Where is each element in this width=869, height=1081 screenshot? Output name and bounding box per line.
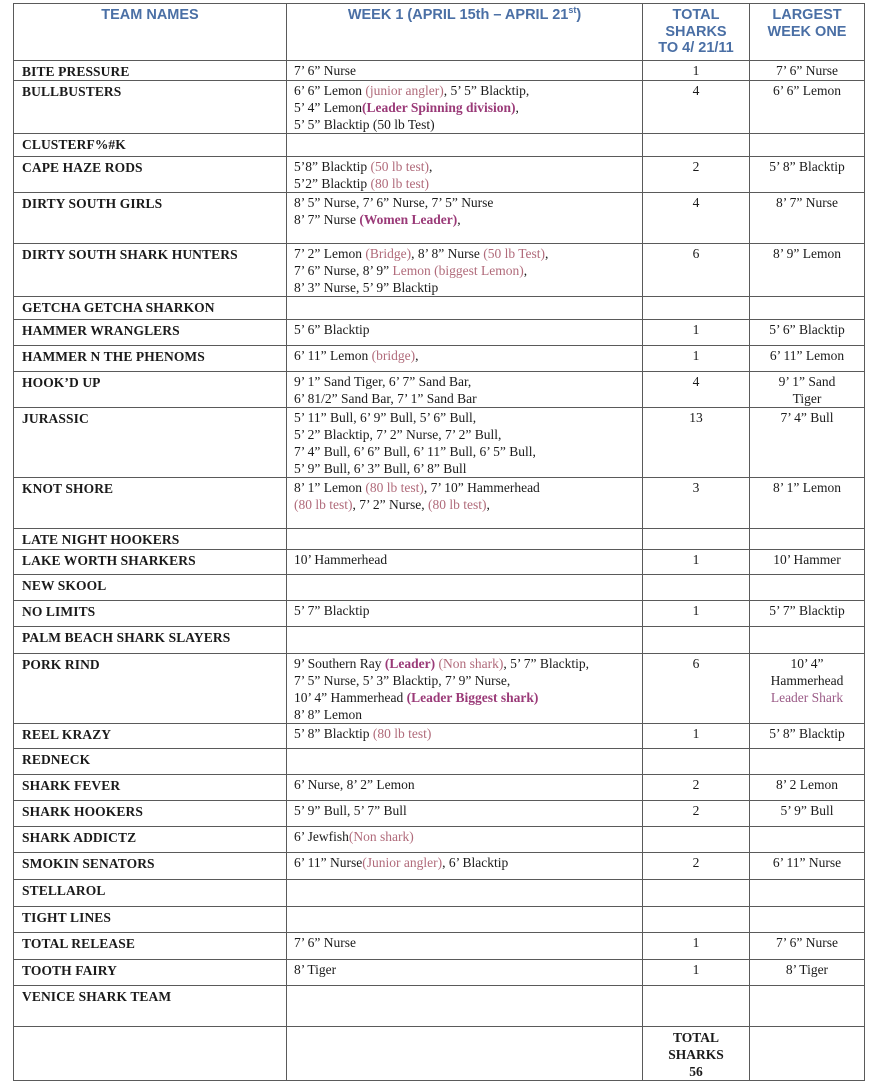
week-catches bbox=[287, 550, 643, 575]
catch-line bbox=[294, 194, 642, 211]
header-largest-line: WEEK ONE bbox=[767, 23, 847, 40]
catch-text: 7’ 6” Nurse bbox=[294, 63, 356, 78]
catch-line bbox=[294, 279, 642, 296]
catch-line bbox=[294, 496, 642, 513]
catch-note: (50 lb Test) bbox=[483, 246, 546, 261]
largest-week-one bbox=[750, 244, 865, 297]
catch-line bbox=[294, 460, 642, 477]
week-catches bbox=[287, 933, 643, 960]
total-sharks bbox=[643, 880, 750, 907]
catch-line bbox=[294, 828, 642, 845]
week-catches bbox=[287, 193, 643, 244]
team-name: NO LIMITS bbox=[14, 601, 287, 627]
catch-text: 9’ Southern Ray bbox=[294, 656, 385, 671]
catch-text: 5’ 8” Blacktip bbox=[294, 726, 373, 741]
table-row bbox=[14, 853, 865, 880]
catch-note: (50 lb test) bbox=[370, 159, 429, 174]
catch-text: 5’ 2” Blacktip, 7’ 2” Nurse, 7’ 2” Bull, bbox=[294, 427, 502, 442]
largest-week-one bbox=[750, 801, 865, 827]
catch-line bbox=[294, 602, 642, 619]
largest-week-one bbox=[750, 724, 865, 749]
week-catches bbox=[287, 749, 643, 775]
table-row bbox=[14, 193, 865, 244]
largest-week-one bbox=[750, 749, 865, 775]
footer-empty-team bbox=[14, 1027, 287, 1081]
largest-week-one bbox=[750, 775, 865, 801]
shark-tournament-table bbox=[13, 3, 865, 1081]
largest-week-one bbox=[750, 986, 865, 1027]
header-row bbox=[14, 4, 865, 61]
catch-text: , bbox=[457, 212, 461, 227]
largest-line: 5’ 8” Blacktip bbox=[769, 159, 845, 174]
team-name: SHARK HOOKERS bbox=[14, 801, 287, 827]
team-name: REDNECK bbox=[14, 749, 287, 775]
catch-text: 8’ 5” Nurse, 7’ 6” Nurse, 7’ 5” Nurse bbox=[294, 195, 494, 210]
table-row bbox=[14, 775, 865, 801]
week-catches bbox=[287, 478, 643, 529]
week-catches bbox=[287, 346, 643, 372]
catch-text: 10’ Hammerhead bbox=[294, 552, 388, 567]
total-sharks: 1 bbox=[643, 61, 750, 81]
team-name: STELLAROL bbox=[14, 880, 287, 907]
team-name: PORK RIND bbox=[14, 654, 287, 724]
catch-line bbox=[294, 245, 642, 262]
team-name: CAPE HAZE RODS bbox=[14, 157, 287, 193]
week-catches bbox=[287, 601, 643, 627]
table-row bbox=[14, 933, 865, 960]
grand-total-value: 56 bbox=[689, 1064, 703, 1079]
week-catches bbox=[287, 801, 643, 827]
catch-text: 5’2” Blacktip bbox=[294, 176, 371, 191]
catch-line bbox=[294, 99, 642, 116]
table-row bbox=[14, 575, 865, 601]
week-catches bbox=[287, 724, 643, 749]
total-sharks: 1 bbox=[643, 601, 750, 627]
largest-line: 7’ 6” Nurse bbox=[776, 935, 838, 950]
team-name: SHARK FEVER bbox=[14, 775, 287, 801]
week-catches bbox=[287, 372, 643, 408]
largest-leader-note: Leader Shark bbox=[770, 690, 844, 705]
catch-line bbox=[294, 479, 642, 496]
catch-text: , bbox=[515, 100, 519, 115]
catch-line bbox=[294, 158, 642, 175]
largest-line: 6’ 11” Nurse bbox=[772, 855, 842, 870]
largest-week-one bbox=[750, 654, 865, 724]
catch-text: , 7’ 10” Hammerhead bbox=[423, 480, 540, 495]
catch-text: 6’ 11” Lemon bbox=[294, 348, 372, 363]
table-row bbox=[14, 297, 865, 320]
largest-week-one bbox=[750, 550, 865, 575]
team-name: HAMMER N THE PHENOMS bbox=[14, 346, 287, 372]
catch-text: , 8’ 8” Nurse bbox=[411, 246, 484, 261]
total-sharks: 1 bbox=[643, 933, 750, 960]
total-sharks: 4 bbox=[643, 81, 750, 134]
team-name: SHARK ADDICTZ bbox=[14, 827, 287, 853]
table-row bbox=[14, 960, 865, 986]
total-sharks: 2 bbox=[643, 801, 750, 827]
total-sharks: 1 bbox=[643, 346, 750, 372]
header-week-text: WEEK 1 (APRIL 15th – APRIL 21 bbox=[347, 7, 569, 23]
catch-line bbox=[294, 443, 642, 460]
header-week-close: ) bbox=[576, 7, 582, 23]
table-row bbox=[14, 61, 865, 81]
catch-text: 5’ 11” Bull, 6’ 9” Bull, 5’ 6” Bull, bbox=[294, 410, 477, 425]
team-name: CLUSTERF%#K bbox=[14, 134, 287, 157]
catch-note: (Junior angler) bbox=[362, 855, 443, 870]
table-row bbox=[14, 724, 865, 749]
catch-text: 6’ 81/2” Sand Bar, 7’ 1” Sand Bar bbox=[294, 391, 477, 406]
catch-line bbox=[294, 175, 642, 192]
largest-line: 8’ 9” Lemon bbox=[773, 246, 841, 261]
catch-text: , 5’ 7” Blacktip, bbox=[503, 656, 589, 671]
table-row bbox=[14, 880, 865, 907]
table-row bbox=[14, 408, 865, 478]
largest-week-one bbox=[750, 157, 865, 193]
catch-line bbox=[294, 551, 642, 568]
week-catches bbox=[287, 575, 643, 601]
total-sharks: 4 bbox=[643, 372, 750, 408]
catch-text: , bbox=[415, 348, 419, 363]
table-row bbox=[14, 157, 865, 193]
largest-line: Hammerhead bbox=[770, 673, 844, 688]
total-sharks: 1 bbox=[643, 320, 750, 346]
largest-week-one bbox=[750, 346, 865, 372]
team-name: HOOK’D UP bbox=[14, 372, 287, 408]
catch-text: 9’ 1” Sand Tiger, 6’ 7” Sand Bar, bbox=[294, 374, 472, 389]
largest-line: 6’ 6” Lemon bbox=[773, 83, 841, 98]
week-catches bbox=[287, 827, 643, 853]
table-row bbox=[14, 601, 865, 627]
header-total-line: TO 4/ 21/11 bbox=[658, 40, 734, 56]
table-row bbox=[14, 81, 865, 134]
week-catches bbox=[287, 408, 643, 478]
table-row bbox=[14, 134, 865, 157]
footer-empty-catch bbox=[287, 1027, 643, 1081]
table-row bbox=[14, 529, 865, 550]
catch-line bbox=[294, 934, 642, 951]
largest-week-one bbox=[750, 601, 865, 627]
largest-line: 6’ 11” Lemon bbox=[769, 348, 845, 363]
leader-note: (Leader) bbox=[384, 656, 436, 671]
team-name: JURASSIC bbox=[14, 408, 287, 478]
total-sharks: 3 bbox=[643, 478, 750, 529]
week-catches bbox=[287, 907, 643, 933]
catch-text: 7’ 4” Bull, 6’ 6” Bull, 6’ 11” Bull, 6’ 5” Bull, bbox=[294, 444, 536, 459]
catch-note: (80 lb test) bbox=[294, 497, 353, 512]
table-row bbox=[14, 986, 865, 1027]
total-sharks: 2 bbox=[643, 157, 750, 193]
catch-text: 6’ 11” Nurse bbox=[294, 855, 363, 870]
team-name: DIRTY SOUTH GIRLS bbox=[14, 193, 287, 244]
footer-row bbox=[14, 1027, 865, 1081]
catch-note: (80 lb test) bbox=[427, 497, 487, 512]
largest-line: 7’ 4” Bull bbox=[780, 410, 834, 425]
catch-line bbox=[294, 390, 642, 407]
grand-total-label: TOTAL bbox=[672, 1030, 720, 1045]
catch-note: (bridge) bbox=[371, 348, 416, 363]
catch-text: 5’ 9” Bull, 5’ 7” Bull bbox=[294, 803, 407, 818]
catch-text: 8’ Tiger bbox=[294, 962, 337, 977]
header-largest-line: LARGEST bbox=[772, 7, 842, 23]
week-catches bbox=[287, 880, 643, 907]
largest-week-one bbox=[750, 81, 865, 134]
catch-line bbox=[294, 347, 642, 364]
catch-line bbox=[294, 655, 642, 672]
total-sharks: 1 bbox=[643, 724, 750, 749]
catch-line bbox=[294, 62, 642, 79]
table-row bbox=[14, 478, 865, 529]
total-sharks: 4 bbox=[643, 193, 750, 244]
largest-line: 7’ 6” Nurse bbox=[776, 63, 838, 78]
catch-line bbox=[294, 373, 642, 390]
catch-note: (80 lb test) bbox=[372, 726, 432, 741]
largest-line: 8’ 2 Lemon bbox=[776, 777, 838, 792]
largest-week-one bbox=[750, 627, 865, 654]
total-sharks: 13 bbox=[643, 408, 750, 478]
largest-week-one bbox=[750, 297, 865, 320]
week-catches bbox=[287, 986, 643, 1027]
footer-empty-largest bbox=[750, 1027, 865, 1081]
catch-text: 6’ 6” Lemon bbox=[294, 83, 366, 98]
largest-line: 5’ 6” Blacktip bbox=[769, 322, 845, 337]
catch-text: , bbox=[486, 497, 490, 512]
header-week-sup: st bbox=[568, 5, 577, 16]
week-catches bbox=[287, 81, 643, 134]
catch-text: , 5’ 5” Blacktip, bbox=[443, 83, 530, 98]
team-name: SMOKIN SENATORS bbox=[14, 853, 287, 880]
header-total-line: TOTAL bbox=[672, 7, 720, 23]
table-row bbox=[14, 244, 865, 297]
table-row bbox=[14, 346, 865, 372]
table-row bbox=[14, 627, 865, 654]
catch-text: 8’ 1” Lemon bbox=[294, 480, 366, 495]
team-name: REEL KRAZY bbox=[14, 724, 287, 749]
largest-week-one bbox=[750, 134, 865, 157]
table-row bbox=[14, 550, 865, 575]
largest-week-one bbox=[750, 880, 865, 907]
largest-week-one bbox=[750, 320, 865, 346]
largest-line: 8’ 7” Nurse bbox=[776, 195, 838, 210]
week-catches bbox=[287, 157, 643, 193]
catch-line bbox=[294, 116, 642, 133]
largest-week-one bbox=[750, 61, 865, 81]
catch-note: (Bridge) bbox=[365, 246, 412, 261]
catch-note: (80 lb test) bbox=[365, 480, 424, 495]
catch-text: 5’ 4” Lemon bbox=[294, 100, 362, 115]
largest-week-one bbox=[750, 853, 865, 880]
table-row bbox=[14, 320, 865, 346]
largest-week-one bbox=[750, 960, 865, 986]
team-name: TOOTH FAIRY bbox=[14, 960, 287, 986]
total-sharks: 6 bbox=[643, 244, 750, 297]
header-week bbox=[287, 4, 643, 61]
team-name: GETCHA GETCHA SHARKON bbox=[14, 297, 287, 320]
total-sharks bbox=[643, 575, 750, 601]
total-sharks: 1 bbox=[643, 550, 750, 575]
catch-text: 5’ 6” Blacktip bbox=[294, 322, 370, 337]
catch-line bbox=[294, 672, 642, 689]
catch-text: 5’ 7” Blacktip bbox=[294, 603, 370, 618]
largest-week-one bbox=[750, 408, 865, 478]
largest-week-one bbox=[750, 478, 865, 529]
catch-text: 7’ 5” Nurse, 5’ 3” Blacktip, 7’ 9” Nurse, bbox=[294, 673, 511, 688]
catch-text: , 6’ Blacktip bbox=[442, 855, 509, 870]
catch-text: 5’8” Blacktip bbox=[294, 159, 371, 174]
catch-note: (Non shark) bbox=[438, 656, 504, 671]
catch-note: (80 lb test) bbox=[370, 176, 429, 191]
catch-line bbox=[294, 262, 642, 279]
total-sharks: 6 bbox=[643, 654, 750, 724]
catch-text: 7’ 2” Lemon bbox=[294, 246, 366, 261]
largest-line: 10’ Hammer bbox=[773, 552, 841, 567]
largest-line: 9’ 1” Sand bbox=[778, 374, 836, 389]
catch-note: Lemon (biggest Lemon) bbox=[392, 263, 524, 278]
catch-text: 7’ 6” Nurse bbox=[294, 935, 356, 950]
table-body bbox=[14, 61, 865, 1027]
leader-note: (Leader Biggest shark) bbox=[406, 690, 539, 705]
table-row bbox=[14, 654, 865, 724]
team-name: DIRTY SOUTH SHARK HUNTERS bbox=[14, 244, 287, 297]
table-row bbox=[14, 827, 865, 853]
catch-text: , bbox=[523, 263, 528, 278]
team-name: KNOT SHORE bbox=[14, 478, 287, 529]
catch-text: 8’ 8” Lemon bbox=[294, 707, 362, 722]
catch-text: 10’ 4” Hammerhead bbox=[294, 690, 407, 705]
week-catches bbox=[287, 775, 643, 801]
catch-text: 5’ 5” Blacktip (50 lb Test) bbox=[294, 117, 435, 132]
catch-text: , bbox=[428, 159, 433, 174]
catch-note: (Non shark) bbox=[348, 829, 414, 844]
catch-line bbox=[294, 426, 642, 443]
team-name: VENICE SHARK TEAM bbox=[14, 986, 287, 1027]
catch-text: , 7’ 2” Nurse, bbox=[352, 497, 428, 512]
catch-text: 7’ 6” Nurse, 8’ 9” bbox=[294, 263, 393, 278]
table-row bbox=[14, 749, 865, 775]
total-sharks: 1 bbox=[643, 960, 750, 986]
header-largest bbox=[750, 4, 865, 61]
largest-line: 8’ Tiger bbox=[785, 962, 829, 977]
week-catches bbox=[287, 244, 643, 297]
total-sharks: 2 bbox=[643, 853, 750, 880]
largest-line: 10’ 4” bbox=[790, 656, 824, 671]
table-row bbox=[14, 372, 865, 408]
week-catches bbox=[287, 134, 643, 157]
catch-line bbox=[294, 725, 642, 742]
catch-text: , bbox=[545, 246, 549, 261]
total-sharks bbox=[643, 297, 750, 320]
catch-line bbox=[294, 321, 642, 338]
week-catches bbox=[287, 654, 643, 724]
total-sharks: 2 bbox=[643, 775, 750, 801]
total-sharks bbox=[643, 627, 750, 654]
largest-week-one bbox=[750, 575, 865, 601]
table-row bbox=[14, 801, 865, 827]
header-team-names: TEAM NAMES bbox=[14, 4, 287, 61]
team-name: LAKE WORTH SHARKERS bbox=[14, 550, 287, 575]
team-name: TIGHT LINES bbox=[14, 907, 287, 933]
catch-line bbox=[294, 854, 642, 871]
largest-line: 5’ 7” Blacktip bbox=[769, 603, 845, 618]
catch-text: 6’ Jewfish bbox=[294, 829, 349, 844]
leader-note: (Leader Spinning division) bbox=[361, 100, 516, 115]
week-catches bbox=[287, 853, 643, 880]
catch-line bbox=[294, 802, 642, 819]
catch-line bbox=[294, 706, 642, 723]
largest-week-one bbox=[750, 827, 865, 853]
team-name: LATE NIGHT HOOKERS bbox=[14, 529, 287, 550]
total-sharks bbox=[643, 134, 750, 157]
catch-text: 8’ 7” Nurse bbox=[294, 212, 360, 227]
catch-line bbox=[294, 409, 642, 426]
catch-text: 6’ Nurse, 8’ 2” Lemon bbox=[294, 777, 415, 792]
catch-line bbox=[294, 82, 642, 99]
grand-total-label: SHARKS bbox=[668, 1047, 724, 1062]
largest-line: 5’ 9” Bull bbox=[780, 803, 834, 818]
total-sharks bbox=[643, 986, 750, 1027]
catch-line bbox=[294, 776, 642, 793]
team-name: HAMMER WRANGLERS bbox=[14, 320, 287, 346]
team-name: TOTAL RELEASE bbox=[14, 933, 287, 960]
catch-line bbox=[294, 961, 642, 978]
team-name: BITE PRESSURE bbox=[14, 61, 287, 81]
total-sharks bbox=[643, 907, 750, 933]
team-name: BULLBUSTERS bbox=[14, 81, 287, 134]
catch-text: 8’ 3” Nurse, 5’ 9” Blacktip bbox=[294, 280, 439, 295]
leader-note: (Women Leader) bbox=[359, 212, 458, 227]
catch-text: 5’ 9” Bull, 6’ 3” Bull, 6’ 8” Bull bbox=[294, 461, 467, 476]
total-sharks bbox=[643, 749, 750, 775]
total-sharks bbox=[643, 529, 750, 550]
week-catches bbox=[287, 529, 643, 550]
largest-line: Tiger bbox=[792, 391, 822, 406]
week-catches bbox=[287, 627, 643, 654]
largest-week-one bbox=[750, 193, 865, 244]
header-total-line: SHARKS bbox=[665, 23, 727, 40]
team-name: NEW SKOOL bbox=[14, 575, 287, 601]
largest-line: 8’ 1” Lemon bbox=[773, 480, 841, 495]
total-sharks bbox=[643, 827, 750, 853]
largest-week-one bbox=[750, 907, 865, 933]
week-catches bbox=[287, 297, 643, 320]
header-total-sharks bbox=[643, 4, 750, 61]
week-catches bbox=[287, 320, 643, 346]
catch-note: (junior angler) bbox=[365, 83, 444, 98]
week-catches bbox=[287, 61, 643, 81]
catch-line bbox=[294, 689, 642, 706]
largest-week-one bbox=[750, 372, 865, 408]
week-catches bbox=[287, 960, 643, 986]
team-name: PALM BEACH SHARK SLAYERS bbox=[14, 627, 287, 654]
catch-line bbox=[294, 211, 642, 228]
table-row bbox=[14, 907, 865, 933]
largest-week-one bbox=[750, 529, 865, 550]
largest-week-one bbox=[750, 933, 865, 960]
largest-line: 5’ 8” Blacktip bbox=[769, 726, 845, 741]
grand-total-cell bbox=[643, 1027, 750, 1081]
